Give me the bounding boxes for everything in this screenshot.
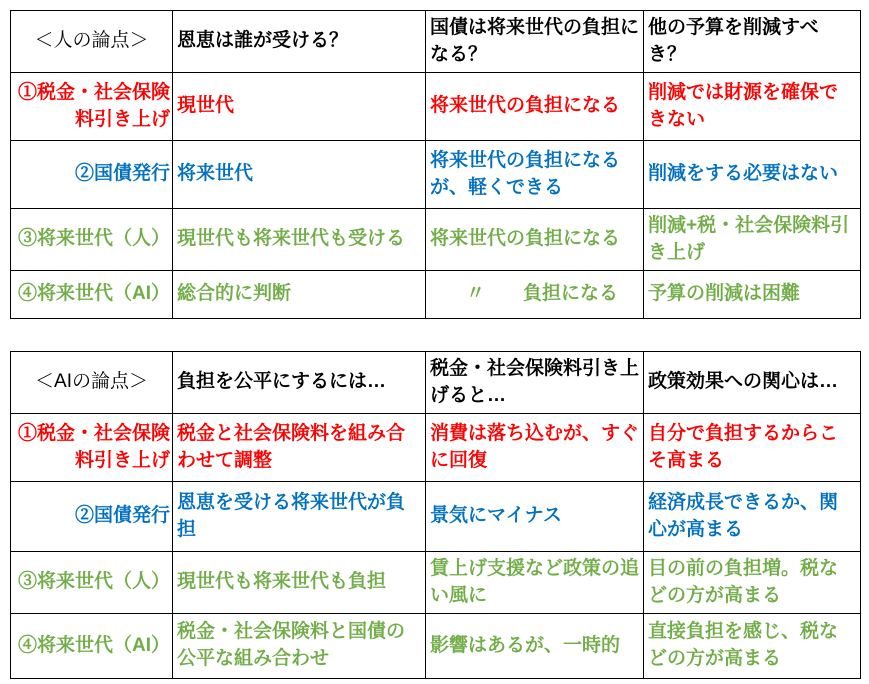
cell: 景気にマイナス — [426, 482, 644, 552]
row-label: ③将来世代（人） — [11, 209, 173, 271]
table-title: ＜AIの論点＞ — [11, 352, 173, 414]
cell: 経済成長できるか、関心が高まる — [644, 482, 861, 552]
table-header-row — [11, 11, 861, 73]
cell: 消費は落ち込むが、すぐに回復 — [426, 414, 644, 482]
row-label: ①税金・社会保険料引き上げ — [11, 414, 173, 482]
row-label: ③将来世代（人） — [11, 552, 173, 614]
cell: 目の前の負担増。税などの方が高まる — [644, 552, 861, 614]
table-row-tax-increase — [11, 73, 861, 141]
cell: 現世代 — [173, 73, 426, 141]
cell: 現世代も将来世代も受ける — [173, 209, 426, 271]
cell: 将来世代の負担になる — [426, 73, 644, 141]
cell: 予算の削減は困難 — [644, 271, 861, 319]
cell: 削減では財源を確保できない — [644, 73, 861, 141]
table-title: ＜人の論点＞ — [11, 11, 173, 73]
table-row-bond-issuance — [11, 482, 861, 552]
cell: 将来世代 — [173, 141, 426, 209]
column-header-debt-burden: 国債は将来世代の負担になる？ — [426, 11, 644, 73]
row-label: ②国債発行 — [11, 141, 173, 209]
ai-arguments-table — [10, 351, 861, 679]
table-header-row — [11, 352, 861, 414]
cell: 恩恵を受ける将来世代が負担 — [173, 482, 426, 552]
table-row-future-gen-human — [11, 552, 861, 614]
table-row-future-gen-ai — [11, 271, 861, 319]
row-label: ①税金・社会保険料引き上げ — [11, 73, 173, 141]
column-header-budget-cut: 他の予算を削減すべき？ — [644, 11, 861, 73]
cell: 直接負担を感じ、税などの方が高まる — [644, 614, 861, 679]
column-header-policy-interest: 政策効果への関心は… — [644, 352, 861, 414]
table-row-bond-issuance — [11, 141, 861, 209]
cell: 税金と社会保険料を組み合わせて調整 — [173, 414, 426, 482]
row-label: ④将来世代（AI） — [11, 614, 173, 679]
cell: 将来世代の負担になる — [426, 209, 644, 271]
column-header-fair-burden: 負担を公平にするには… — [173, 352, 426, 414]
table-row-future-gen-ai — [11, 614, 861, 679]
cell: 自分で負担するからこそ高まる — [644, 414, 861, 482]
column-header-benefit: 恩恵は誰が受ける？ — [173, 11, 426, 73]
table-row-tax-increase — [11, 414, 861, 482]
cell: 将来世代の負担になるが、軽くできる — [426, 141, 644, 209]
cell: 税金・社会保険料と国債の公平な組み合わせ — [173, 614, 426, 679]
cell: 現世代も将来世代も負担 — [173, 552, 426, 614]
cell: 総合的に判断 — [173, 271, 426, 319]
people-arguments-table — [10, 10, 861, 319]
row-label: ④将来世代（AI） — [11, 271, 173, 319]
row-label: ②国債発行 — [11, 482, 173, 552]
column-header-tax-raise-effect: 税金・社会保険料引き上げると… — [426, 352, 644, 414]
cell: 削減+税・社会保険料引き上げ — [644, 209, 861, 271]
cell: 削減をする必要はない — [644, 141, 861, 209]
cell: 賃上げ支援など政策の追い風に — [426, 552, 644, 614]
cell-ditto: 〃 負担になる — [426, 271, 644, 319]
cell: 影響はあるが、一時的 — [426, 614, 644, 679]
table-row-future-gen-human — [11, 209, 861, 271]
